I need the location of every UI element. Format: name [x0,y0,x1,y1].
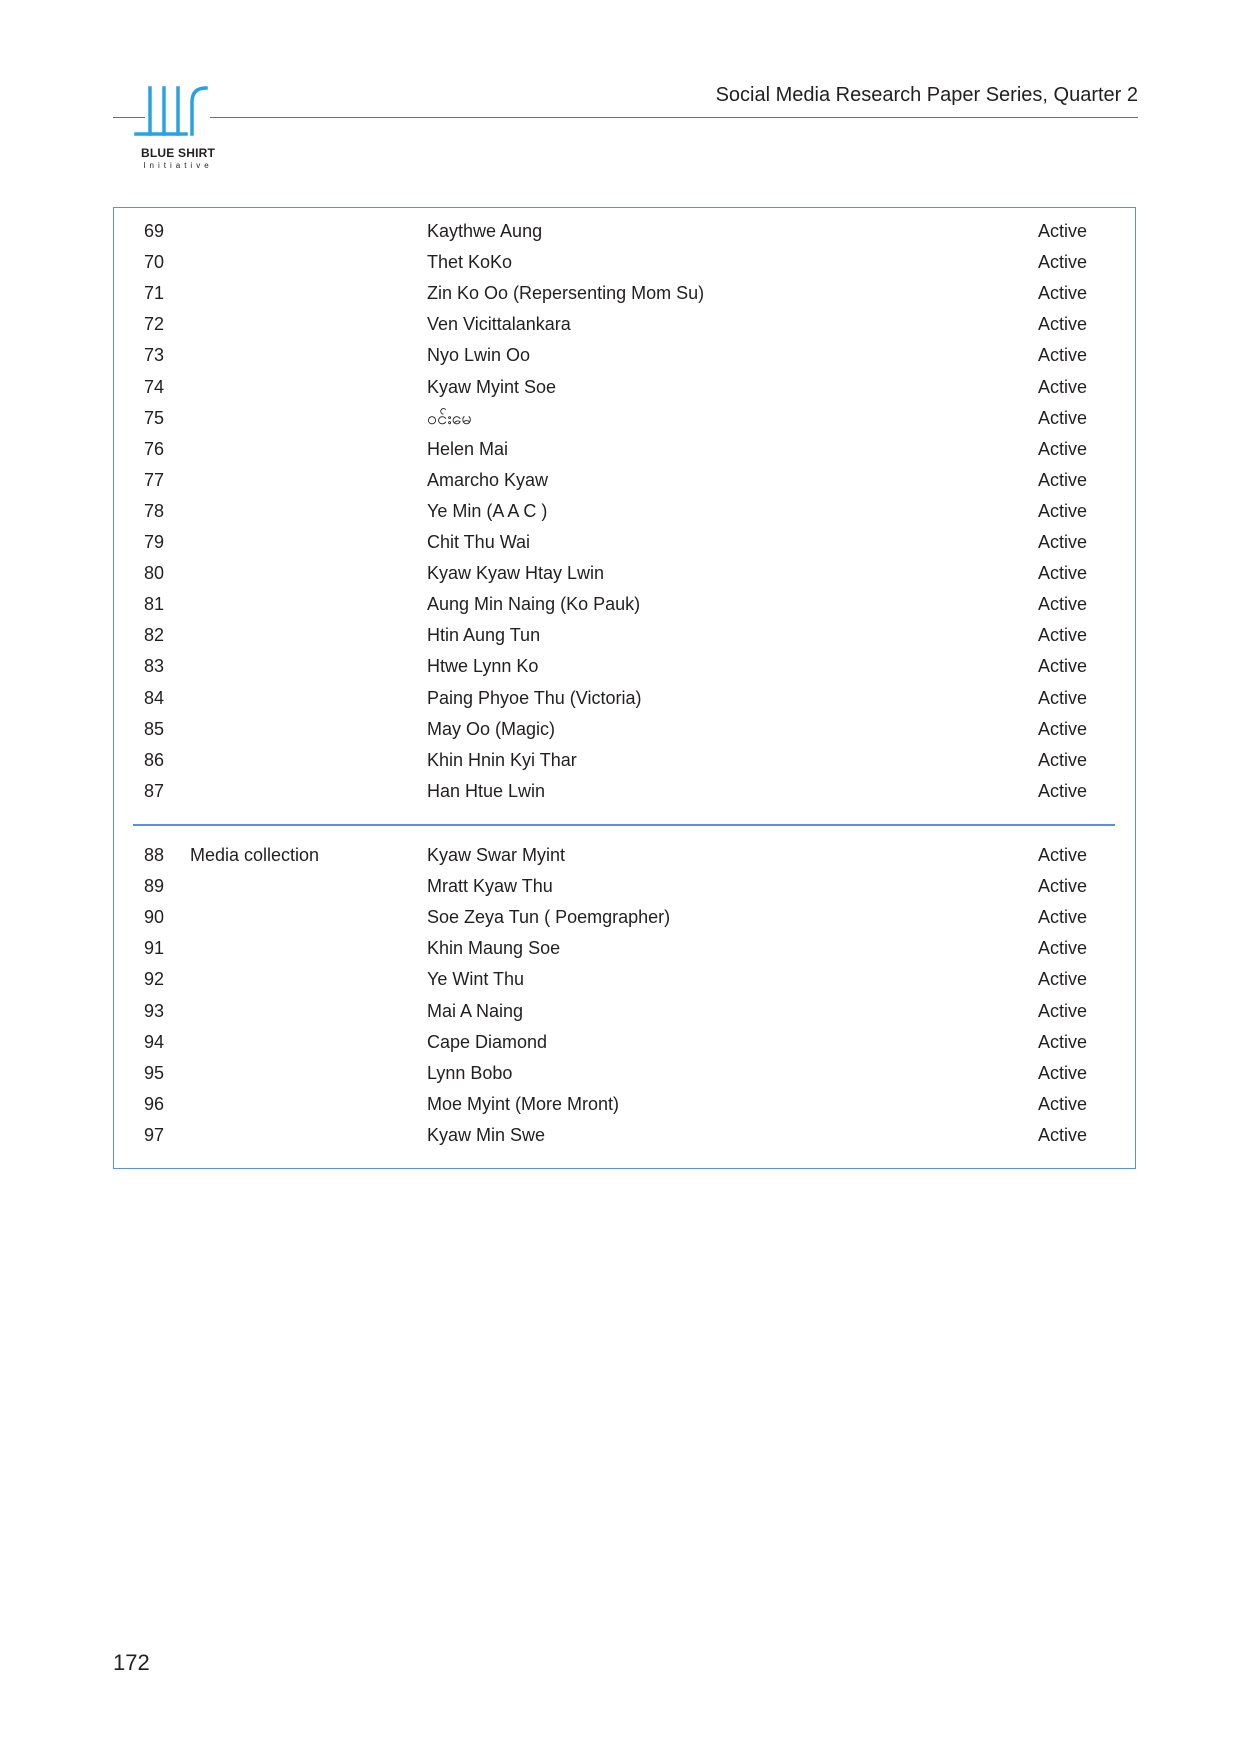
table-row [114,620,1135,651]
row-number: 90 [144,907,165,928]
row-name: Htin Aung Tun [427,625,541,646]
logo-title: BLUE SHIRT [141,146,215,160]
table-row [114,1058,1135,1089]
row-name: Cape Diamond [427,1031,548,1052]
header-rule-left [113,117,145,118]
row-number: 70 [144,252,165,273]
table-row [114,996,1135,1027]
table-row [114,902,1135,933]
row-status: Active [1038,314,1088,335]
table-row [114,745,1135,776]
row-number: 80 [144,563,165,584]
row-number: 96 [144,1093,165,1114]
row-name: Mratt Kyaw Thu [427,876,553,897]
table-row [114,871,1135,902]
row-number: 73 [144,345,165,366]
table-row [114,714,1135,745]
row-number: 77 [144,469,165,490]
table-row [114,589,1135,620]
section-divider [133,824,1115,826]
table-row [114,683,1135,714]
row-number: 85 [144,718,165,739]
row-status: Active [1038,718,1088,739]
row-name: Nyo Lwin Oo [427,345,531,366]
row-number: 79 [144,532,165,552]
row-status: Active [1038,656,1088,677]
table-row [114,1027,1135,1058]
row-name: May Oo (Magic) [427,718,556,739]
table-row [114,247,1135,278]
row-number: 82 [144,625,165,646]
row-status: Active [1038,687,1088,708]
row-status: Active [1038,563,1088,584]
row-number: 87 [144,780,165,801]
row-status: Active [1038,594,1088,615]
row-number: 71 [144,283,165,304]
table-row [114,340,1135,371]
row-number: 88 [144,845,165,865]
table-row [114,840,1135,871]
row-name: Ven Vicittalankara [427,314,571,335]
row-status: Active [1038,876,1088,897]
row-status: Active [1038,1124,1088,1145]
row-name: Kyaw Kyaw Htay Lwin [427,563,605,584]
table-row [114,434,1135,465]
row-name: Amarcho Kyaw [427,469,549,490]
row-number: 93 [144,1000,165,1021]
table-row [114,933,1135,964]
row-status: Active [1038,283,1088,304]
row-name: ဝင်းမေ [427,407,472,428]
row-number: 94 [144,1031,165,1052]
table-row [114,496,1135,527]
row-status: Active [1038,1031,1088,1052]
row-name: Mai A Naing [427,1000,524,1021]
row-status: Active [1038,749,1088,770]
table-row [114,403,1135,434]
row-status: Active [1038,969,1088,990]
table-row [114,216,1135,247]
member-table [113,207,1136,1169]
row-name: Lynn Bobo [427,1062,513,1083]
blue-shirt-logo [128,80,228,175]
row-status: Active [1038,407,1088,428]
logo-subtitle: Initiative [143,161,213,170]
row-status: Active [1038,252,1088,273]
row-status: Active [1038,532,1088,552]
row-status: Active [1038,845,1088,865]
row-name: Ye Wint Thu [427,969,525,990]
row-name: Khin Maung Soe [427,938,561,959]
row-name: Khin Hnin Kyi Thar [427,749,577,770]
row-number: 92 [144,969,165,990]
row-number: 81 [144,594,165,615]
table-row [114,372,1135,403]
table-row [114,1089,1135,1120]
row-status: Active [1038,938,1088,959]
row-number: 95 [144,1062,165,1083]
table-row [114,309,1135,340]
row-number: 72 [144,314,165,335]
row-status: Active [1038,1062,1088,1083]
row-name: Thet KoKo [427,252,513,273]
table-row [114,651,1135,682]
row-name: Han Htue Lwin [427,780,546,801]
row-name: Ye Min (A A C ) [427,500,548,521]
row-name: Helen Mai [427,438,509,459]
row-status: Active [1038,625,1088,646]
table-row [114,558,1135,589]
row-status: Active [1038,500,1088,521]
table-row [114,527,1135,558]
logo-columns-icon [128,80,228,144]
row-name: Paing Phyoe Thu (Victoria) [427,687,642,708]
row-name: Htwe Lynn Ko [427,656,539,677]
row-name: Kyaw Myint Soe [427,376,557,397]
row-name: Kyaw Swar Myint [427,845,566,865]
row-number: 75 [144,407,165,428]
row-name: Kaythwe Aung [427,221,543,241]
row-category: Media collection [190,845,320,865]
row-number: 86 [144,749,165,770]
table-row [114,964,1135,995]
row-number: 76 [144,438,165,459]
row-status: Active [1038,780,1088,801]
row-name: Kyaw Min Swe [427,1124,546,1145]
table-row [114,776,1135,807]
row-status: Active [1038,438,1088,459]
row-status: Active [1038,376,1088,397]
table-row [114,1120,1135,1151]
row-name: Zin Ko Oo (Repersenting Mom Su) [427,283,705,304]
header-rule [210,117,1138,118]
row-status: Active [1038,345,1088,366]
row-status: Active [1038,1000,1088,1021]
row-name: Moe Myint (More Mront) [427,1093,620,1114]
row-number: 78 [144,500,165,521]
row-number: 97 [144,1124,165,1145]
row-number: 91 [144,938,165,959]
page-number: 172 [113,1650,150,1675]
row-number: 69 [144,221,165,241]
row-status: Active [1038,469,1088,490]
row-number: 83 [144,656,165,677]
table-row [114,278,1135,309]
header-title: Social Media Research Paper Series, Quarter 2 [715,84,1138,106]
row-status: Active [1038,221,1088,241]
row-name: Aung Min Naing (Ko Pauk) [427,594,641,615]
row-number: 89 [144,876,165,897]
row-status: Active [1038,1093,1088,1114]
row-status: Active [1038,907,1088,928]
row-number: 74 [144,376,165,397]
row-name: Soe Zeya Tun ( Poemgrapher) [427,907,671,928]
table-row [114,465,1135,496]
row-number: 84 [144,687,165,708]
row-name: Chit Thu Wai [427,532,531,552]
